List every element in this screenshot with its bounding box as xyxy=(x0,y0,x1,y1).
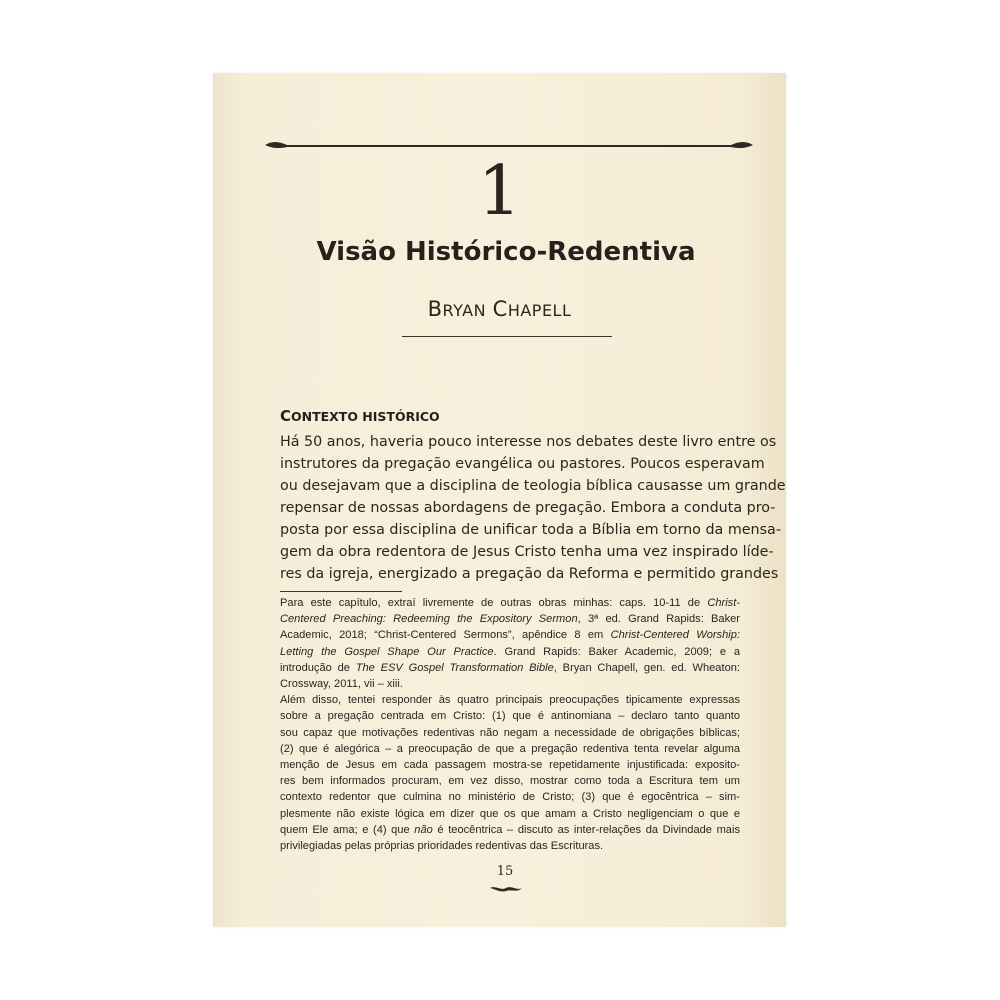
footnote-line: (2) que é alegórica – a preocupação de que a pregação redentiva tenta revelar alguma xyxy=(280,742,740,755)
footnote-line: Letting the Gospel Shape Our Practice. Grand Rapids: Baker Academic, 2009; e a xyxy=(280,645,740,658)
body-line: res da igreja, energizado a pregação da Reforma e permitido grandes xyxy=(280,566,779,582)
footnote-line: res bem informados procuram, em vez disso, mostrar como toda a Escritura tem um xyxy=(280,775,740,788)
footnote-line: Crossway, 2011, vii – xiii. xyxy=(280,678,403,691)
body-line: instrutores da pregação evangélica ou pastores. Poucos esperavam xyxy=(280,456,765,472)
footnote-line: Além disso, tentei responder às quatro principais preocupações tipicamente expressas xyxy=(280,694,740,707)
book-page xyxy=(213,73,786,927)
body-line: ou desejavam que a disciplina de teologia bíblica causasse um grande xyxy=(280,478,786,494)
footnote-rule xyxy=(280,591,402,592)
footnote-block xyxy=(280,595,740,854)
chapter-number: 1 xyxy=(477,152,522,231)
footnote-line: Academic, 2018; “Christ-Centered Sermons”, apêndice 8 em Christ-Centered Worship: xyxy=(280,629,740,642)
chapter-title: Visão Histórico-Redentiva xyxy=(316,237,696,267)
top-ornamental-rule xyxy=(263,139,755,153)
footnote-line: Centered Preaching: Redeeming the Expository Sermon, 3ª ed. Grand Rapids: Baker xyxy=(280,613,740,626)
author-underline xyxy=(402,336,612,337)
bottom-ornament xyxy=(489,885,523,893)
footnote-line: introdução de The ESV Gospel Transformation Bible, Bryan Chapell, gen. ed. Wheaton: xyxy=(280,661,740,674)
body-line: Há 50 anos, haveria pouco interesse nos debates deste livro entre os xyxy=(280,434,777,450)
body-line: posta por essa disciplina de unificar toda a Bíblia em torno da mensa- xyxy=(280,522,781,538)
footnote-line: privilegiadas pelas próprias prioridades redentivas das Escrituras. xyxy=(280,840,604,853)
footnote-line: Para este capítulo, extraí livremente de outras obras minhas: caps. 10-11 de Christ- xyxy=(280,597,740,609)
footnote-line: contexto redentor que culmina no ministério de Cristo; (3) que é egocêntrica – sim- xyxy=(280,791,740,804)
footnote-line: plesmente não existe lógica em dizer que os que amam a Cristo negligenciam o que e xyxy=(280,807,740,820)
body-paragraph xyxy=(280,431,786,585)
chapter-author: BRYAN CHAPELL xyxy=(427,297,572,321)
section-heading: CONTEXTO HISTÓRICO xyxy=(280,407,440,425)
body-line: gem da obra redentora de Jesus Cristo tenha uma vez inspirado líde- xyxy=(280,544,774,560)
body-line: repensar de nossas abordagens de pregação. Embora a conduta pro- xyxy=(280,500,776,516)
footnote-line: menção de Jesus em cada passagem mostra-se repetidamente injustificada: exposito- xyxy=(280,759,740,772)
footnote-line: sobre a pregação centrada em Cristo: (1) que é antinomiana – declaro tanto quanto xyxy=(280,710,740,723)
footnote-line: sou capaz que motivações redentivas não negam a necessidade de obrigações bíblicas; xyxy=(280,726,740,739)
footnote-line: quem Ele ama; e (4) que não é teocêntrica – discuto as inter-relações da Divindade mais xyxy=(280,823,740,836)
page-number: 15 xyxy=(496,864,514,879)
